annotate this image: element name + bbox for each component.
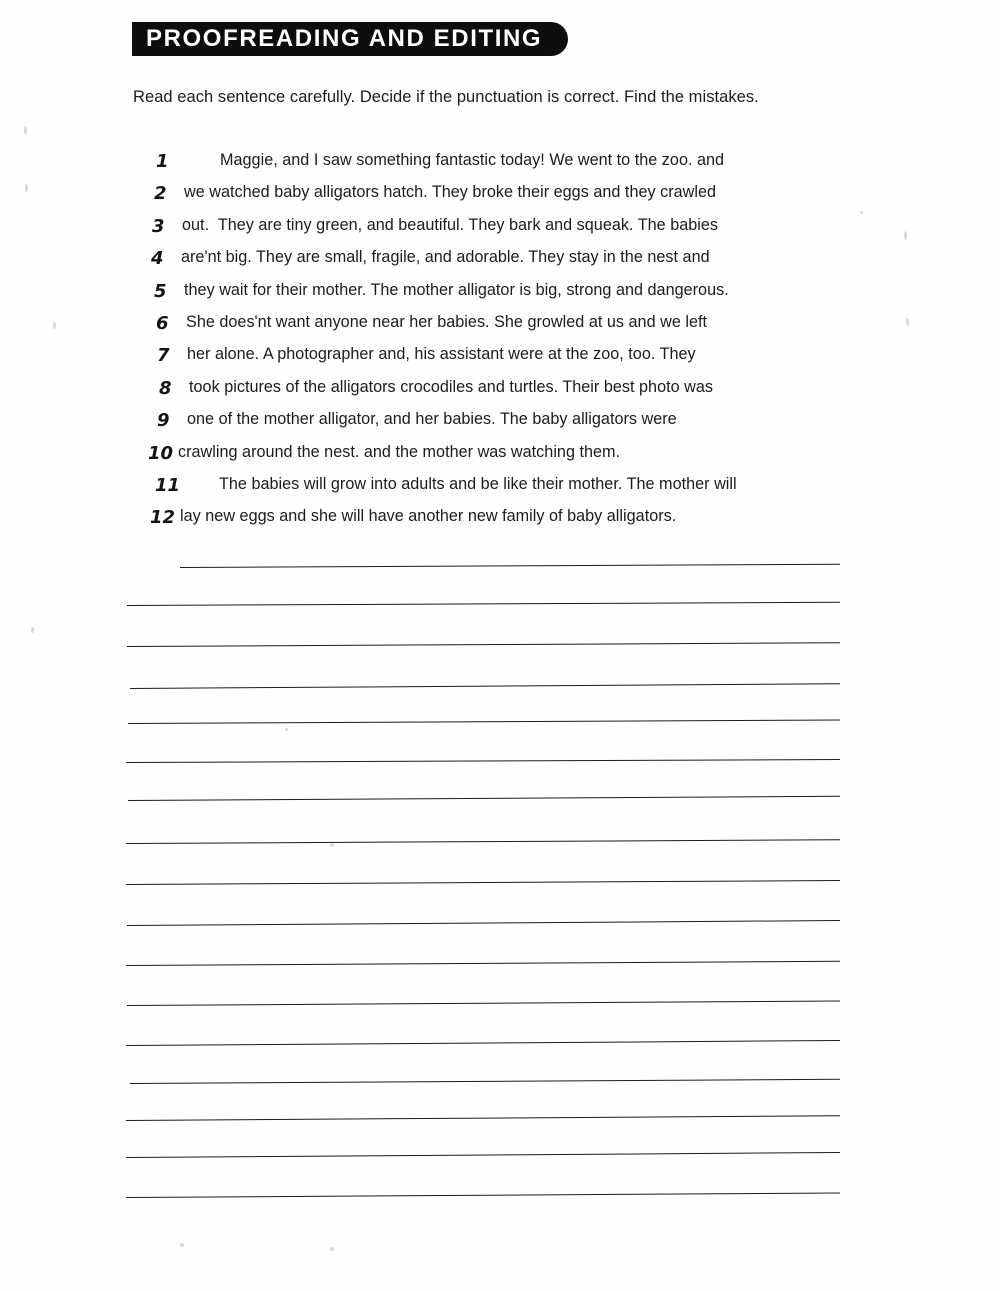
scan-speck xyxy=(330,1247,334,1251)
answer-line xyxy=(126,1115,840,1121)
passage-line-number: 9 xyxy=(157,410,170,432)
answer-line xyxy=(127,602,840,606)
scan-speck xyxy=(53,322,56,329)
answer-line xyxy=(128,720,840,724)
passage-line-text: Maggie, and I saw something fantastic today! We went to the zoo. and xyxy=(220,151,725,169)
answer-line xyxy=(127,920,840,926)
answer-line xyxy=(126,1193,840,1198)
passage-line-number: 5 xyxy=(154,280,167,302)
passage-line-text: lay new eggs and she will have another new family of baby alligators. xyxy=(180,507,677,526)
answer-line xyxy=(126,880,840,885)
scan-speck xyxy=(25,184,28,192)
answer-line xyxy=(180,564,840,568)
answer-line xyxy=(127,642,840,647)
scan-speck xyxy=(285,728,288,731)
scan-speck xyxy=(180,1243,184,1247)
instructions-text: Read each sentence carefully. Decide if the punctuation is correct. Find the mistakes. xyxy=(133,88,759,106)
passage-line-text: The babies will grow into adults and be like their mother. The mother will xyxy=(219,474,737,493)
scan-speck xyxy=(904,231,907,240)
passage-line-number: 1 xyxy=(156,151,169,172)
passage-line-text: they wait for their mother. The mother alligator is big, strong and dangerous. xyxy=(184,280,729,299)
passage-line-text: crawling around the nest. and the mother was watching them. xyxy=(178,442,621,461)
passage-line-text: are'nt big. They are small, fragile, and adorable. They stay in the nest and xyxy=(181,248,710,267)
passage-line-text: took pictures of the alligators crocodiles and turtles. Their best photo was xyxy=(189,377,713,396)
scan-speck xyxy=(330,843,334,847)
scan-speck xyxy=(24,126,27,135)
passage-line-number: 4 xyxy=(151,248,164,270)
passage-line-number: 10 xyxy=(148,442,174,464)
passage-line-number: 11 xyxy=(155,474,181,496)
passage-line-text: out. They are tiny green, and beautiful. They bark and squeak. The babies xyxy=(182,215,719,234)
answer-line xyxy=(128,796,840,801)
answer-line xyxy=(126,1040,840,1046)
answer-line xyxy=(126,759,840,763)
scan-speck xyxy=(860,211,863,214)
answer-line xyxy=(126,1152,840,1158)
passage-line-text: her alone. A photographer and, his assistant were at the zoo, too. They xyxy=(187,345,696,364)
scan-speck xyxy=(31,627,34,633)
passage-line-number: 6 xyxy=(156,312,169,334)
passage-line-number: 12 xyxy=(150,507,176,529)
scan-speck xyxy=(906,318,909,326)
answer-line xyxy=(130,1079,840,1084)
passage-line-number: 3 xyxy=(152,215,165,237)
answer-line xyxy=(126,839,840,844)
answer-line xyxy=(126,961,840,966)
passage-line-text: one of the mother alligator, and her babies. The baby alligators were xyxy=(187,410,677,429)
passage-line-text: She does'nt want anyone near her babies. She growled at us and we left xyxy=(186,312,708,331)
passage-line-number: 7 xyxy=(157,345,170,367)
passage-line-text: we watched baby alligators hatch. They broke their eggs and they crawled xyxy=(184,183,717,202)
answer-line xyxy=(130,683,840,689)
passage-line-number: 8 xyxy=(159,377,172,399)
page-title: PROOFREADING AND EDITING xyxy=(146,25,543,52)
answer-line xyxy=(127,1001,840,1006)
passage-line-number: 2 xyxy=(154,183,167,205)
